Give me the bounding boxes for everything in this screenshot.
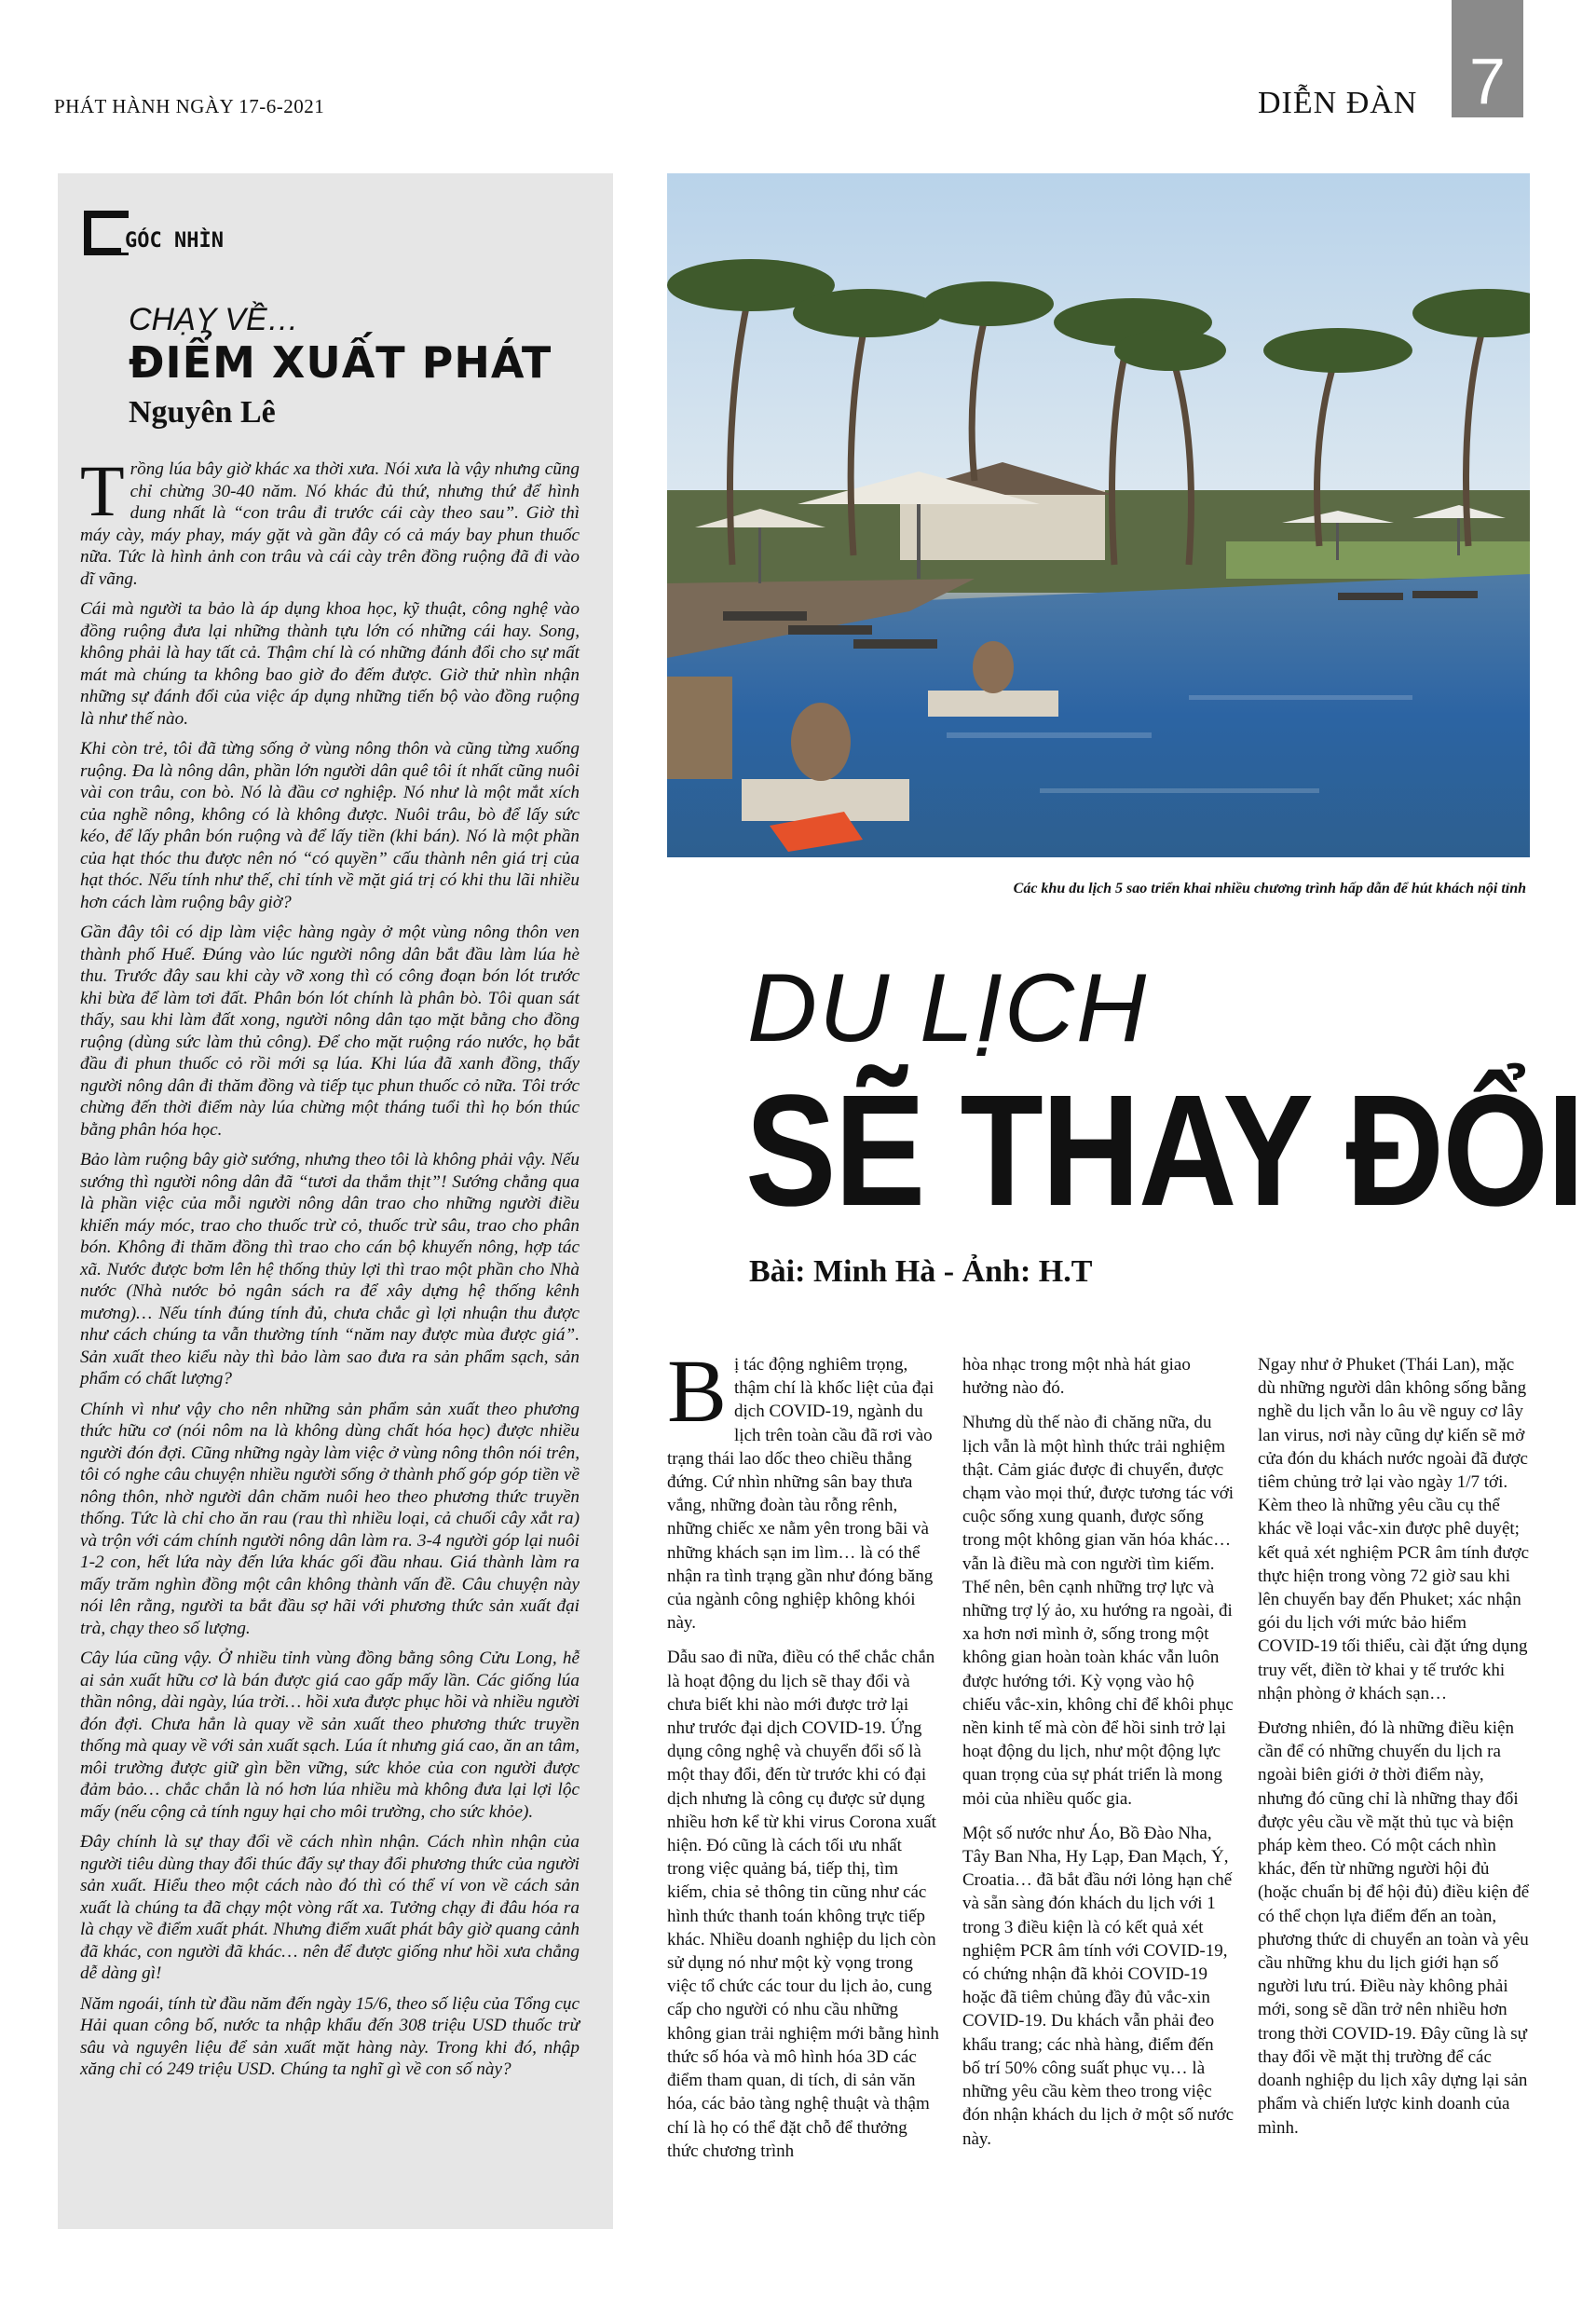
article-paragraph: Ngay như ở Phuket (Thái Lan), mặc dù những người dân không sống bằng nghề du lịch vẫn lo âu về nguy cơ lây lan virus, nơi này cũng dự kiến sẽ mở cửa đón du khách nước ngoài đã được tiêm chủng trở lại vào ngày 1/7 tới. Kèm theo là những yêu cầu cụ thể khác về loại vắc-xin được phê duyệt; kết quả xét nghiệm PCR âm tính được thực hiện trong vòng 72 giờ sau khi lên chuyến bay đến Phuket; xác nhận gói du lịch với mức bảo hiểm COVID-19 tối thiểu, cài đặt ứng dụng truy vết, điền tờ khai y tế trước khi nhận phòng ở khách sạn…: [1258, 1355, 1530, 1703]
sidebar-paragraph: Khi còn trẻ, tôi đã từng sống ở vùng nông thôn và cũng từng xuống ruộng. Đa là nông dân, phần lớn người dân quê tôi ít nhất cũng nuôi vài con trâu, con bò. Nó là đầu cơ nghiệp. Nó như là một mắt xích của nghề nông, không có là không được. Nuôi trâu, bò để lấy sức kéo, để lấy phân bón ruộng và để lấy tiền (khi bán). Nó là một phần của hạt thóc thu được nên nó “có quyền” cấu thành nên giá trị của hạt thóc. Nếu tính như thế, chỉ tính về mặt giá trị có khi thu lãi nhiều hơn cách làm ruộng bây giờ?: [80, 739, 580, 912]
issue-date: PHÁT HÀNH NGÀY 17-6-2021: [54, 95, 325, 117]
sidebar-paragraph: Cái mà người ta bảo là áp dụng khoa học, kỹ thuật, công nghệ vào đồng ruộng đưa lại những thành tựu lớn có những cái hay. Song, không phải là hay tất cả. Thậm chí là có những đánh đổi cho sự mất mát mà chúng ta không bao giờ đo đếm được. Giờ thử nhìn nhận những sự đánh đổi của việc áp dụng những tiến bộ vào đồng ruộng là như thế nào.: [80, 599, 580, 729]
opinion-sidebar: [58, 173, 613, 2229]
sidebar-title: ĐIỂM XUẤT PHÁT: [129, 337, 552, 388]
article-paragraph-text: ị tác động nghiêm trọng, thậm chí là khốc liệt của đại dịch COVID-19, ngành du lịch trên toàn cầu đã rơi vào trạng thái lao dốc theo chiều thẳng đứng. Cứ nhìn những sân bay thưa vắng, những đoàn tàu rỗng rênh, những chiếc xe nằm yên trong bãi và những khách sạn im lìm… là có thể nhận ra tình trạng gần như đóng băng của ngành công nghiệp không khói này.: [667, 1355, 934, 1634]
article-paragraph: hòa nhạc trong một nhà hát giao hưởng nào đó.: [962, 1355, 1191, 1399]
sidebar-paragraph: Cây lúa cũng vậy. Ở nhiều tỉnh vùng đồng bằng sông Cửu Long, hễ ai sản xuất hữu cơ là bán được giá cao gấp mấy lần. Các giống lúa thần nông, dài ngày, lúa trời… hồi xưa được phục hồi và nhiều người đón đợi. Chưa hẳn là quay về sản xuất theo phương thức truyền thống mà quay về với sản xuất sạch. Lúa ít nhưng giá cao, ăn an tâm, môi trường được giữ gìn bền vững, sức khỏe của con người được đảm bảo… chắc chắn là nó hơn lúa nhiều mà không đưa lại lợi lộc mấy (nếu cộng cả tính nguy hại cho môi trường, cho sức khỏe).: [80, 1648, 580, 1822]
article-paragraph: Nhưng dù thế nào đi chăng nữa, du lịch vẫn là một hình thức trải nghiệm thật. Cảm giác được đi chuyển, được chạm vào mọi thứ, được tương tác với cuộc sống xung quanh, được sống trong một không gian văn hóa khác… vẫn là điều mà con người tìm kiếm. Thế nên, bên cạnh những trợ lực và những trợ lý ảo, xu hướng ra ngoài, đi xa hơn nơi mình ở, sống trong một không gian hoàn toàn khác vẫn luôn được hướng tới. Kỳ vọng vào hộ chiếu vắc-xin, không chỉ để khôi phục nền kinh tế mà còn để hồi sinh trở lại hoạt động du lịch, như một động lực quan trọng của sự phát triển là mong mỏi của nhiều quốc gia.: [962, 1413, 1235, 1809]
drop-cap: B: [667, 1341, 728, 1441]
article-paragraph: Dẫu sao đi nữa, điều có thể chắc chắn là hoạt động du lịch sẽ thay đổi và chưa biết khi nào mới được trở lại như trước đại dịch COVID-19. Ứng dụng công nghệ và chuyển đổi số là một thay đổi, đến từ trước khi có đại dịch nhưng là công cụ được sử dụng nhiều hơn kể từ khi virus Corona xuất hiện. Đó cũng là cách tối ưu nhất trong việc quảng bá, tiếp thị, tìm kiếm, chia sẻ thông tin cũng như các hình thức thanh toán không trực tiếp khác. Nhiều doanh nghiệp du lịch còn sử dụng nó như một kỳ vọng trong việc tổ chức các tour du lịch ảo, cung cấp cho người có nhu cầu những không gian trải nghiệm mới bằng hình thức số hóa và mô hình hóa 3D các điểm tham quan, di tích, di sản văn hóa, các bảo tàng nghệ thuật và thậm chí là họ có thể đặt chỗ để thưởng thức chương trình: [667, 1648, 939, 2161]
sidebar-body: [80, 450, 580, 2089]
section-title: DIỄN ĐÀN: [1258, 86, 1418, 120]
drop-cap: T: [80, 450, 125, 531]
sidebar-paragraph: Năm ngoái, tính từ đầu năm đến ngày 15/6, theo số liệu của Tổng cục Hải quan công bố, nước ta nhập khẩu đến 308 triệu USD thuốc trừ sâu và nguyên liệu để sản xuất mặt hàng này. Trong khi đó, nhập xăng chỉ có 249 triệu USD. Chúng ta nghĩ gì về con số này?: [80, 1993, 580, 2079]
article-paragraph: [667, 1341, 939, 1635]
sidebar-author: Nguyên Lê: [129, 395, 276, 430]
article-paragraph: Một số nước như Áo, Bồ Đào Nha, Tây Ban Nha, Hy Lạp, Đan Mạch, Ý, Croatia… đã bắt đầu nới lỏng hạn chế và sẵn sàng đón khách du lịch với 1 trong 3 điều kiện là có kết quả xét nghiệm PCR âm tính với COVID-19, có chứng nhận đã khỏi COVID-19 hoặc đã tiêm chủng đầy đủ vắc-xin COVID-19. Du khách vẫn phải đeo khẩu trang; các nhà hàng, điểm đến bố trí 50% công suất phục vụ… là những yêu cầu kèm theo trong việc đón nhận khách du lịch ở một số nước này.: [962, 1823, 1235, 2149]
sidebar-paragraph: Bảo làm ruộng bây giờ sướng, nhưng theo tôi là không phải vậy. Nếu sướng thì người nông dân đã “tươi da thắm thịt”! Sướng chẳng qua là phần việc của mỗi người nông dân trao cho những người điều khiển máy móc, trao cho thuốc trừ cỏ, thuốc trừ sâu, trao cho phân bón. Không đi thăm đồng thì trao cho cán bộ khuyến nông, hợp tác xã. Nước được bơm lên hệ thống thủy lợi thì trao một phần cho Nhà nước (Nhà nước bỏ ngân sách ra để xây dựng hệ thống kênh mương)… Nếu tính đúng tính đủ, chưa chắc gì lợi nhuận thu được như cách chúng ta vẫn thường tính “năm nay được mùa được giá”. Sản xuất theo kiểu này thì bảo làm sao đưa ra sản phẩm sạch, sản phẩm có chất lượng?: [80, 1150, 580, 1389]
article-byline: Bài: Minh Hà - Ảnh: H.T: [749, 1254, 1093, 1289]
column-label: GÓC NHÌN: [121, 229, 227, 253]
article-column-2: [962, 1353, 1235, 2162]
sidebar-paragraph: Chính vì như vậy cho nên những sản phẩm sản xuất theo phương thức hữu cơ (nói nôm na là không dùng chất hóa học) được nhiều người đón đợi. Cũng những ngày làm việc ở vùng nông thôn nói trên, tôi có nghe câu chuyện nhiều người sống ở thành phố góp góp tiền về nông thôn, nhờ người dân chăm nuôi heo theo phương thức truyền thống. Tức là chỉ cho ăn rau (rau thì nhiều loại, cả chuối cây xắt ra) và trộn với cám chính người nông dân làm ra. 3-4 người góp lại nuôi 1-2 con, hết lứa này đến lứa khác gối đầu nhau. Giá thành làm ra mấy trăm nghìn đồng một cân không thành vấn đề. Câu chuyện này nói lên rằng, người ta bắt đầu sợ hãi với phương thức sản xuất đại trà, chạy theo số lượng.: [80, 1399, 580, 1638]
resort-photo: [667, 173, 1530, 857]
sidebar-paragraph-text: rồng lúa bây giờ khác xa thời xưa. Nói xưa là vậy nhưng cũng chỉ chừng 30-40 năm. Nó khác đủ thứ, nhưng thứ để hình dung nhất là “con trâu đi trước cái cày theo sau”. Giờ thì máy cày, máy phay, máy gặt và gần đây có cả máy bay phun thuốc nữa. Tức là hình ảnh con trâu và cái cày trên đồng ruộng đã đi vào dĩ vãng.: [80, 459, 580, 589]
article-headline: SẼ THAY ĐỔI: [745, 1062, 1584, 1239]
sidebar-paragraph: Đây chính là sự thay đổi về cách nhìn nhận. Cách nhìn nhận của người tiêu dùng thay đổi thúc đẩy sự thay đổi phương thức của người sản xuất. Hiểu theo một cách nào đó thì có thể ví von về cách sản xuất là chúng ta đã chạy một vòng rất xa. Tưởng chạy đi đâu hóa ra là chạy về điểm xuất phát. Nhưng điểm xuất phát bây giờ quang cảnh đã khác, con người đã khác… nên để được giống như hồi xưa chẳng dễ dàng gì!: [80, 1832, 580, 1983]
sidebar-paragraph: [80, 450, 580, 590]
article-kicker: DU LỊCH: [747, 954, 1149, 1062]
sidebar-kicker: CHẠY VỀ…: [129, 302, 299, 337]
photo-caption: Các khu du lịch 5 sao triển khai nhiều chương trình hấp dẫn để hút khách nội tỉnh: [1013, 881, 1526, 896]
sidebar-paragraph: Gần đây tôi có dịp làm việc hàng ngày ở một vùng nông thôn ven thành phố Huế. Đúng vào lúc người nông dân bắt đầu làm lúa hè thu. Trước đây sau khi cày vỡ xong thì có công đoạn bón lót trước khi bừa để làm tơi đất. Phân bón lót chính là phân bò. Tôi quan sát thấy, sau khi làm đất xong, người nông dân tạo mặt bằng cho đồng ruộng (dùng sức làm thủ công). Để cho mặt ruộng ráo nước, họ bắt đầu đi phun thuốc cỏ rồi mới sạ lúa. Khi lúa đã xanh đồng, thấy người nông dân đi thăm đồng và tiếp tục phun thuốc cỏ nữa. Tôi trớc chừng đến thời điểm này lúa chừng một tháng tuổi thì họ bón thúc bằng phân hóa học.: [80, 923, 580, 1140]
article-paragraph: Đương nhiên, đó là những điều kiện cần để có những chuyến du lịch ra ngoài biên giới ở thời điểm này, nhưng đó cũng chỉ là những thay đổi được yêu cầu về mặt thủ tục và biện pháp kèm theo. Có một cách nhìn khác, đến từ những người hội đủ (hoặc chuẩn bị để hội đủ) điều kiện để có thể chọn lựa điểm đến an toàn, phương thức di chuyển an toàn và yêu cầu những khu du lịch giới hạn số người lưu trú. Điều này không phải mới, song sẽ dần trở nên nhiều hơn trong thời COVID-19. Đây cũng là sự thay đổi về mặt thị trường để các doanh nghiệp du lịch xây dựng lại sản phẩm và chiến lược kinh doanh của mình.: [1258, 1718, 1530, 2138]
page-number: 7: [1452, 0, 1523, 117]
article-column-1: [667, 1341, 939, 2174]
article-column-3: [1258, 1353, 1530, 2151]
resort-pool-illustration: [667, 173, 1530, 857]
